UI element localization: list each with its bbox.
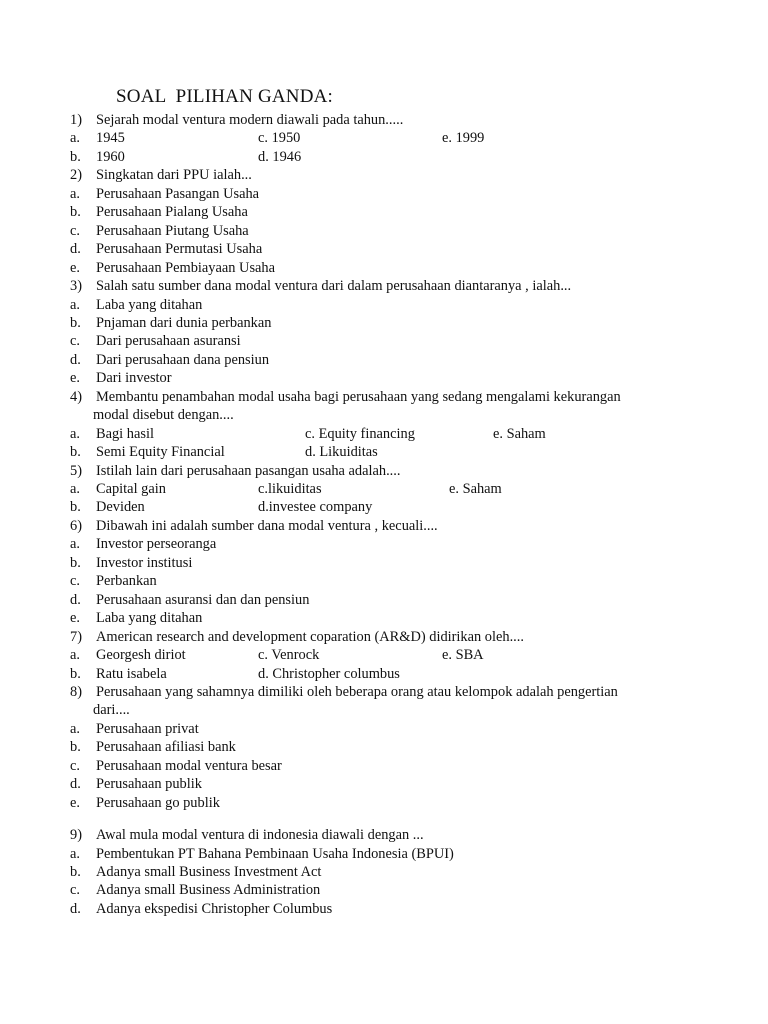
question-number: 9) [70,827,82,844]
option-letter: b. [70,739,81,756]
option-letter: a. [70,130,80,147]
option-text: e. Saham [449,481,502,497]
question-text: American research and development coparation (AR&D) didirikan oleh.... [96,628,524,645]
option-letter: d. [70,900,81,917]
option-text: d. 1946 [258,148,302,165]
option-text: e. Saham [493,425,546,442]
option-text: Laba yang ditahan [96,610,203,627]
option-text: Pembentukan PT Bahana Pembinaan Usaha Indonesia (BPUI) [96,845,454,862]
option-letter: a. [70,720,80,737]
question-text: Sejarah modal ventura modern diawali pada tahun..... [96,112,404,128]
option-text: Perusahaan Piutang Usaha [96,222,249,239]
option-text: d.investee company [258,499,373,516]
option-text: c. 1950 [258,130,301,147]
question-number: 1) [70,112,82,128]
option-text: Deviden [96,499,145,516]
option-text: Perbankan [96,573,157,590]
page-title: SOAL PILIHAN GANDA: [116,86,334,107]
option-letter: a. [70,185,80,202]
option-text: Adanya small Business Investment Act [96,864,322,880]
question-number: 6) [70,517,82,534]
option-text: Investor institusi [96,554,193,571]
option-text: e. SBA [442,647,484,664]
option-text: 1945 [96,130,125,147]
option-text: d. Christopher columbus [258,665,400,682]
option-letter: d. [70,591,81,608]
question-number: 7) [70,628,82,645]
question-text: Awal mula modal ventura di indonesia diawali dengan ... [96,827,424,844]
option-letter: d. [70,241,81,258]
option-text: Georgesh diriot [96,647,186,664]
option-text: c. Venrock [258,647,320,664]
option-text: Perusahaan Pialang Usaha [96,204,248,221]
question-text: Istilah lain dari perusahaan pasangan usaha adalah.... [96,462,401,479]
option-text: Perusahaan modal ventura besar [96,757,282,774]
question-text: Salah satu sumber dana modal ventura dari dalam perusahaan diantaranya , ialah... [96,278,572,295]
option-text: Adanya ekspedisi Christopher Columbus [96,900,333,917]
option-text: Perusahaan Pasangan Usaha [96,185,260,202]
option-text: Perusahaan Permutasi Usaha [96,241,263,258]
option-letter: a. [70,296,80,313]
option-letter: a. [70,647,80,664]
option-letter: b. [70,444,81,461]
option-text: 1960 [96,148,125,165]
option-text: Perusahaan privat [96,720,199,737]
option-letter: e. [70,259,80,276]
option-letter: a. [70,425,80,442]
question-text: Membantu penambahan modal usaha bagi perusahaan yang sedang mengalami kekurangan [96,388,621,405]
option-text: c. Equity financing [305,425,415,442]
question-number: 3) [70,278,82,295]
option-text: Semi Equity Financial [96,444,225,461]
option-text: Perusahaan afiliasi bank [96,739,236,756]
question-text: Perusahaan yang sahamnya dimiliki oleh beberapa orang atau kelompok adalah pengertian [96,683,618,700]
question-text-continued: modal disebut dengan.... [93,407,234,424]
option-text: Investor perseoranga [96,536,217,553]
option-letter: d. [70,776,81,793]
option-text: c.likuiditas [258,481,322,497]
question-number: 2) [70,167,82,184]
option-letter: a. [70,536,80,553]
question-number: 8) [70,683,82,700]
option-letter: c. [70,573,80,590]
option-text: Perusahaan go publik [96,794,220,811]
option-letter: c. [70,882,80,899]
option-letter: b. [70,204,81,221]
option-text: Adanya small Business Administration [96,882,321,899]
option-letter: e. [70,794,80,811]
question-text: Singkatan dari PPU ialah... [96,167,252,184]
option-letter: b. [70,665,81,682]
option-text: Dari perusahaan dana pensiun [96,351,270,368]
option-text: Perusahaan publik [96,776,202,793]
question-text-continued: dari.... [93,702,130,719]
option-text: Bagi hasil [96,425,154,442]
option-text: d. Likuiditas [305,444,378,461]
option-letter: b. [70,554,81,571]
question-number: 5) [70,462,82,479]
option-letter: e. [70,370,80,387]
option-text: Dari perusahaan asuransi [96,333,241,350]
option-letter: d. [70,351,81,368]
option-text: Capital gain [96,481,166,497]
option-letter: a. [70,481,80,497]
option-letter: a. [70,845,80,862]
option-letter: c. [70,757,80,774]
option-letter: c. [70,222,80,239]
option-text: Ratu isabela [96,665,167,682]
option-letter: b. [70,148,81,165]
option-text: e. 1999 [442,130,485,147]
question-text: Dibawah ini adalah sumber dana modal ventura , kecuali.... [96,517,438,534]
option-text: Perusahaan asuransi dan dan pensiun [96,591,310,608]
question-number: 4) [70,388,82,405]
option-letter: b. [70,499,81,516]
option-text: Laba yang ditahan [96,296,203,313]
option-text: Pnjaman dari dunia perbankan [96,314,272,331]
option-letter: c. [70,333,80,350]
option-letter: e. [70,610,80,627]
option-letter: b. [70,314,81,331]
option-letter: b. [70,864,81,880]
option-text: Perusahaan Pembiayaan Usaha [96,259,276,276]
option-text: Dari investor [96,370,172,387]
